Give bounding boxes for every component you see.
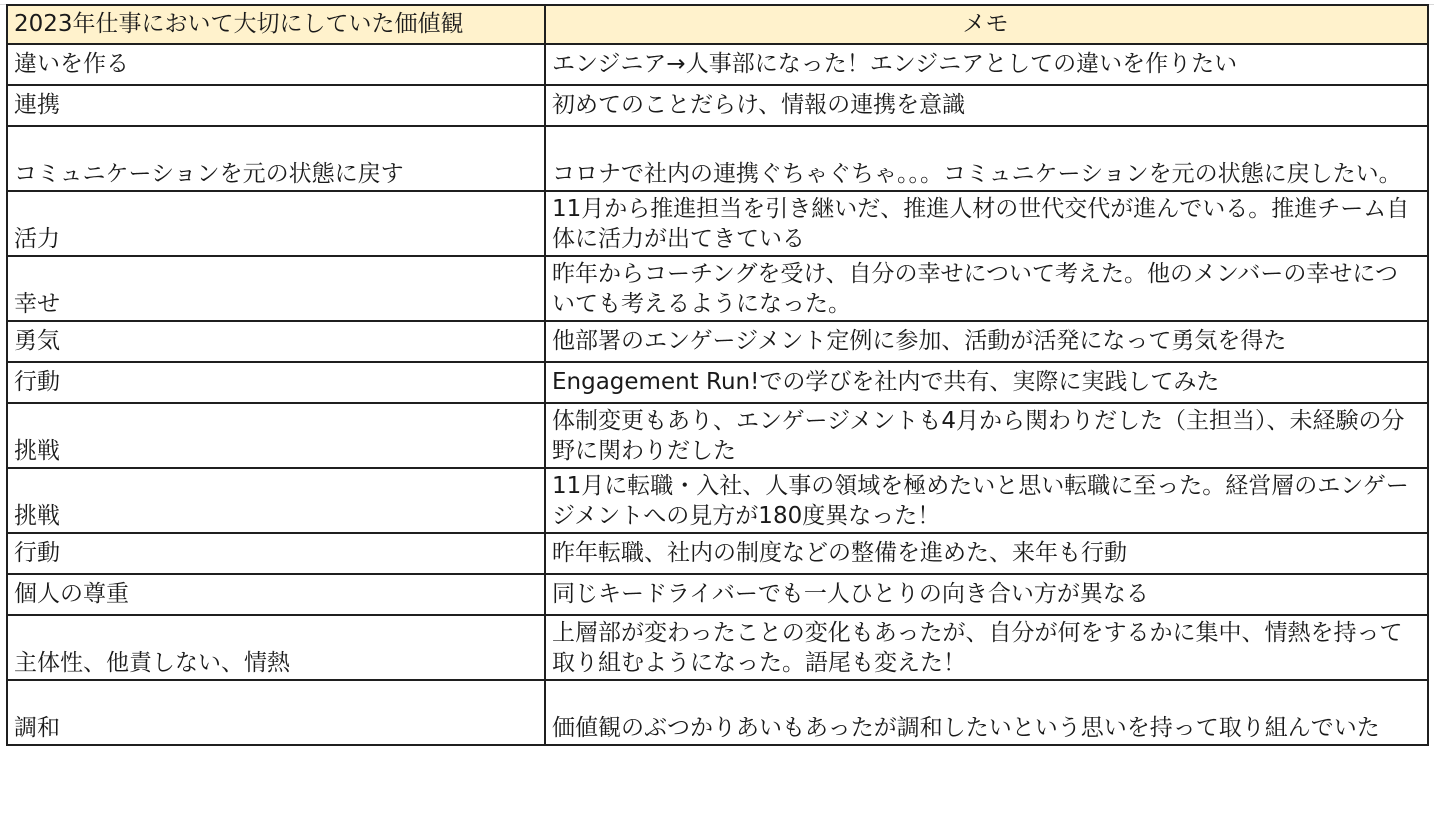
memo-cell[interactable]: 同じキードライバーでも一人ひとりの向き合い方が異なる [545,574,1428,615]
value-cell[interactable]: 主体性、他責しない、情熱 [7,615,545,680]
values-table [6,4,1429,746]
memo-cell[interactable]: 他部署のエンゲージメント定例に参加、活動が活発になって勇気を得た [545,321,1428,362]
table-row [7,615,1428,680]
table-row [7,85,1428,126]
value-cell[interactable]: 挑戦 [7,468,545,533]
value-cell[interactable]: 行動 [7,533,545,574]
value-cell[interactable]: 連携 [7,85,545,126]
value-cell[interactable]: コミュニケーションを元の状態に戻す [7,126,545,191]
memo-cell[interactable]: 11月に転職・入社、人事の領域を極めたいと思い転職に至った。経営層のエンゲージメントへの見方が180度異なった！ [545,468,1428,533]
memo-cell[interactable]: コロナで社内の連携ぐちゃぐちゃ。。。コミュニケーションを元の状態に戻したい。 [545,126,1428,191]
memo-cell[interactable]: 初めてのことだらけ、情報の連携を意識 [545,85,1428,126]
table-row [7,680,1428,745]
table-row [7,362,1428,403]
memo-cell[interactable]: 昨年からコーチングを受け、自分の幸せについて考えた。他のメンバーの幸せについても考えるようになった。 [545,256,1428,321]
table-row [7,468,1428,533]
table-row [7,44,1428,85]
memo-cell[interactable]: エンジニア→人事部になった！エンジニアとしての違いを作りたい [545,44,1428,85]
table-row [7,256,1428,321]
table-row [7,533,1428,574]
value-cell[interactable]: 個人の尊重 [7,574,545,615]
value-cell[interactable]: 挑戦 [7,403,545,468]
value-cell[interactable]: 違いを作る [7,44,545,85]
table-row [7,574,1428,615]
value-cell[interactable]: 行動 [7,362,545,403]
value-cell[interactable]: 調和 [7,680,545,745]
value-cell[interactable]: 活力 [7,191,545,256]
memo-cell[interactable]: 上層部が変わったことの変化もあったが、自分が何をするかに集中、情熱を持って取り組むようになった。語尾も変えた！ [545,615,1428,680]
value-cell[interactable]: 勇気 [7,321,545,362]
memo-cell[interactable]: 昨年転職、社内の制度などの整備を進めた、来年も行動 [545,533,1428,574]
memo-cell[interactable]: 11月から推進担当を引き継いだ、推進人材の世代交代が進んでいる。推進チーム自体に活力が出てきている [545,191,1428,256]
memo-cell[interactable]: 体制変更もあり、エンゲージメントも4月から関わりだした（主担当）、未経験の分野に関わりだした [545,403,1428,468]
header-cell-value[interactable]: 2023年仕事において大切にしていた価値観 [7,5,545,44]
table-row [7,126,1428,191]
table-row [7,403,1428,468]
memo-cell[interactable]: Engagement Run!での学びを社内で共有、実際に実践してみた [545,362,1428,403]
table-row [7,191,1428,256]
memo-cell[interactable]: 価値観のぶつかりあいもあったが調和したいという思いを持って取り組んでいた [545,680,1428,745]
table-row [7,321,1428,362]
header-cell-memo[interactable]: メモ [545,5,1428,44]
value-cell[interactable]: 幸せ [7,256,545,321]
table-header-row [7,5,1428,44]
